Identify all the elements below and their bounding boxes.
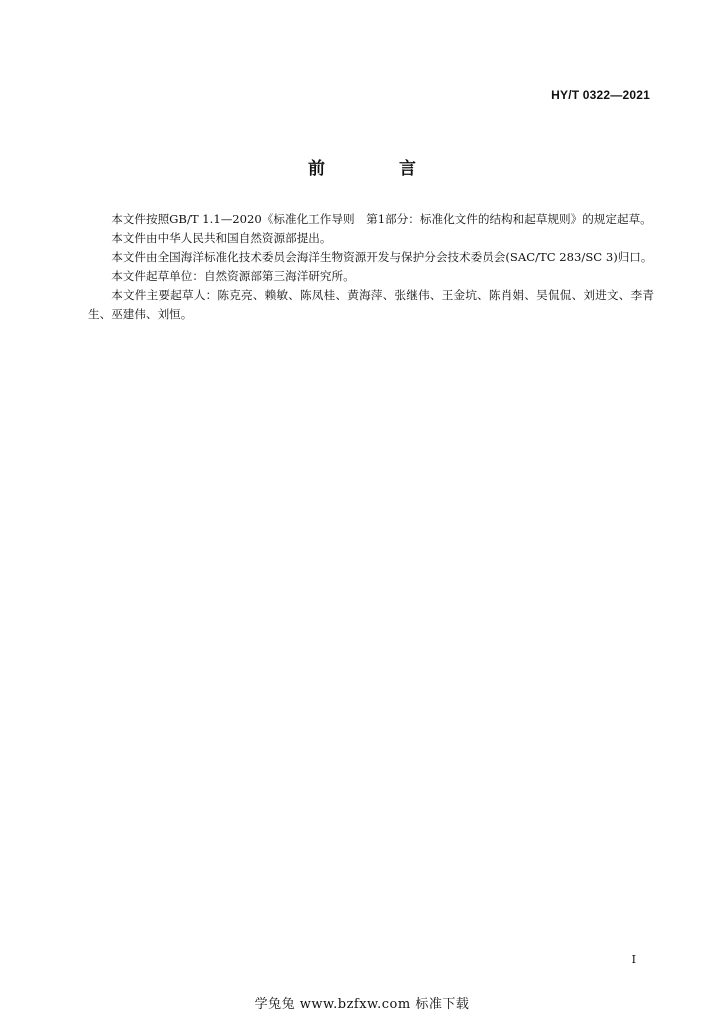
paragraph-drafters: 本文件主要起草人：陈克亮、赖敏、陈凤桂、黄海萍、张继伟、王金坑、陈肖娟、吴侃侃、刘进文、李青生、巫建伟、刘恒。 xyxy=(88,288,654,321)
paragraph-drafting-unit: 本文件起草单位：自然资源部第三海洋研究所。 xyxy=(111,269,355,283)
page-number: I xyxy=(631,953,636,966)
paragraph-technical-committee: 本文件由全国海洋标准化技术委员会海洋生物资源开发与保护分会技术委员会(SAC/TC 283/SC 3)归口。 xyxy=(111,250,653,264)
page-title: 前 言 xyxy=(308,159,450,179)
footer-watermark: 学兔兔 www.bzfxw.com 标准下载 xyxy=(254,997,470,1012)
document-code: HY/T 0322—2021 xyxy=(551,88,650,102)
paragraph-drafting-rules: 本文件按照GB/T 1.1—2020《标准化工作导则 第1部分：标准化文件的结构和起草规则》的规定起草。 xyxy=(111,212,652,226)
paragraph-proposer: 本文件由中华人民共和国自然资源部提出。 xyxy=(111,231,332,245)
foreword-body xyxy=(88,210,654,324)
